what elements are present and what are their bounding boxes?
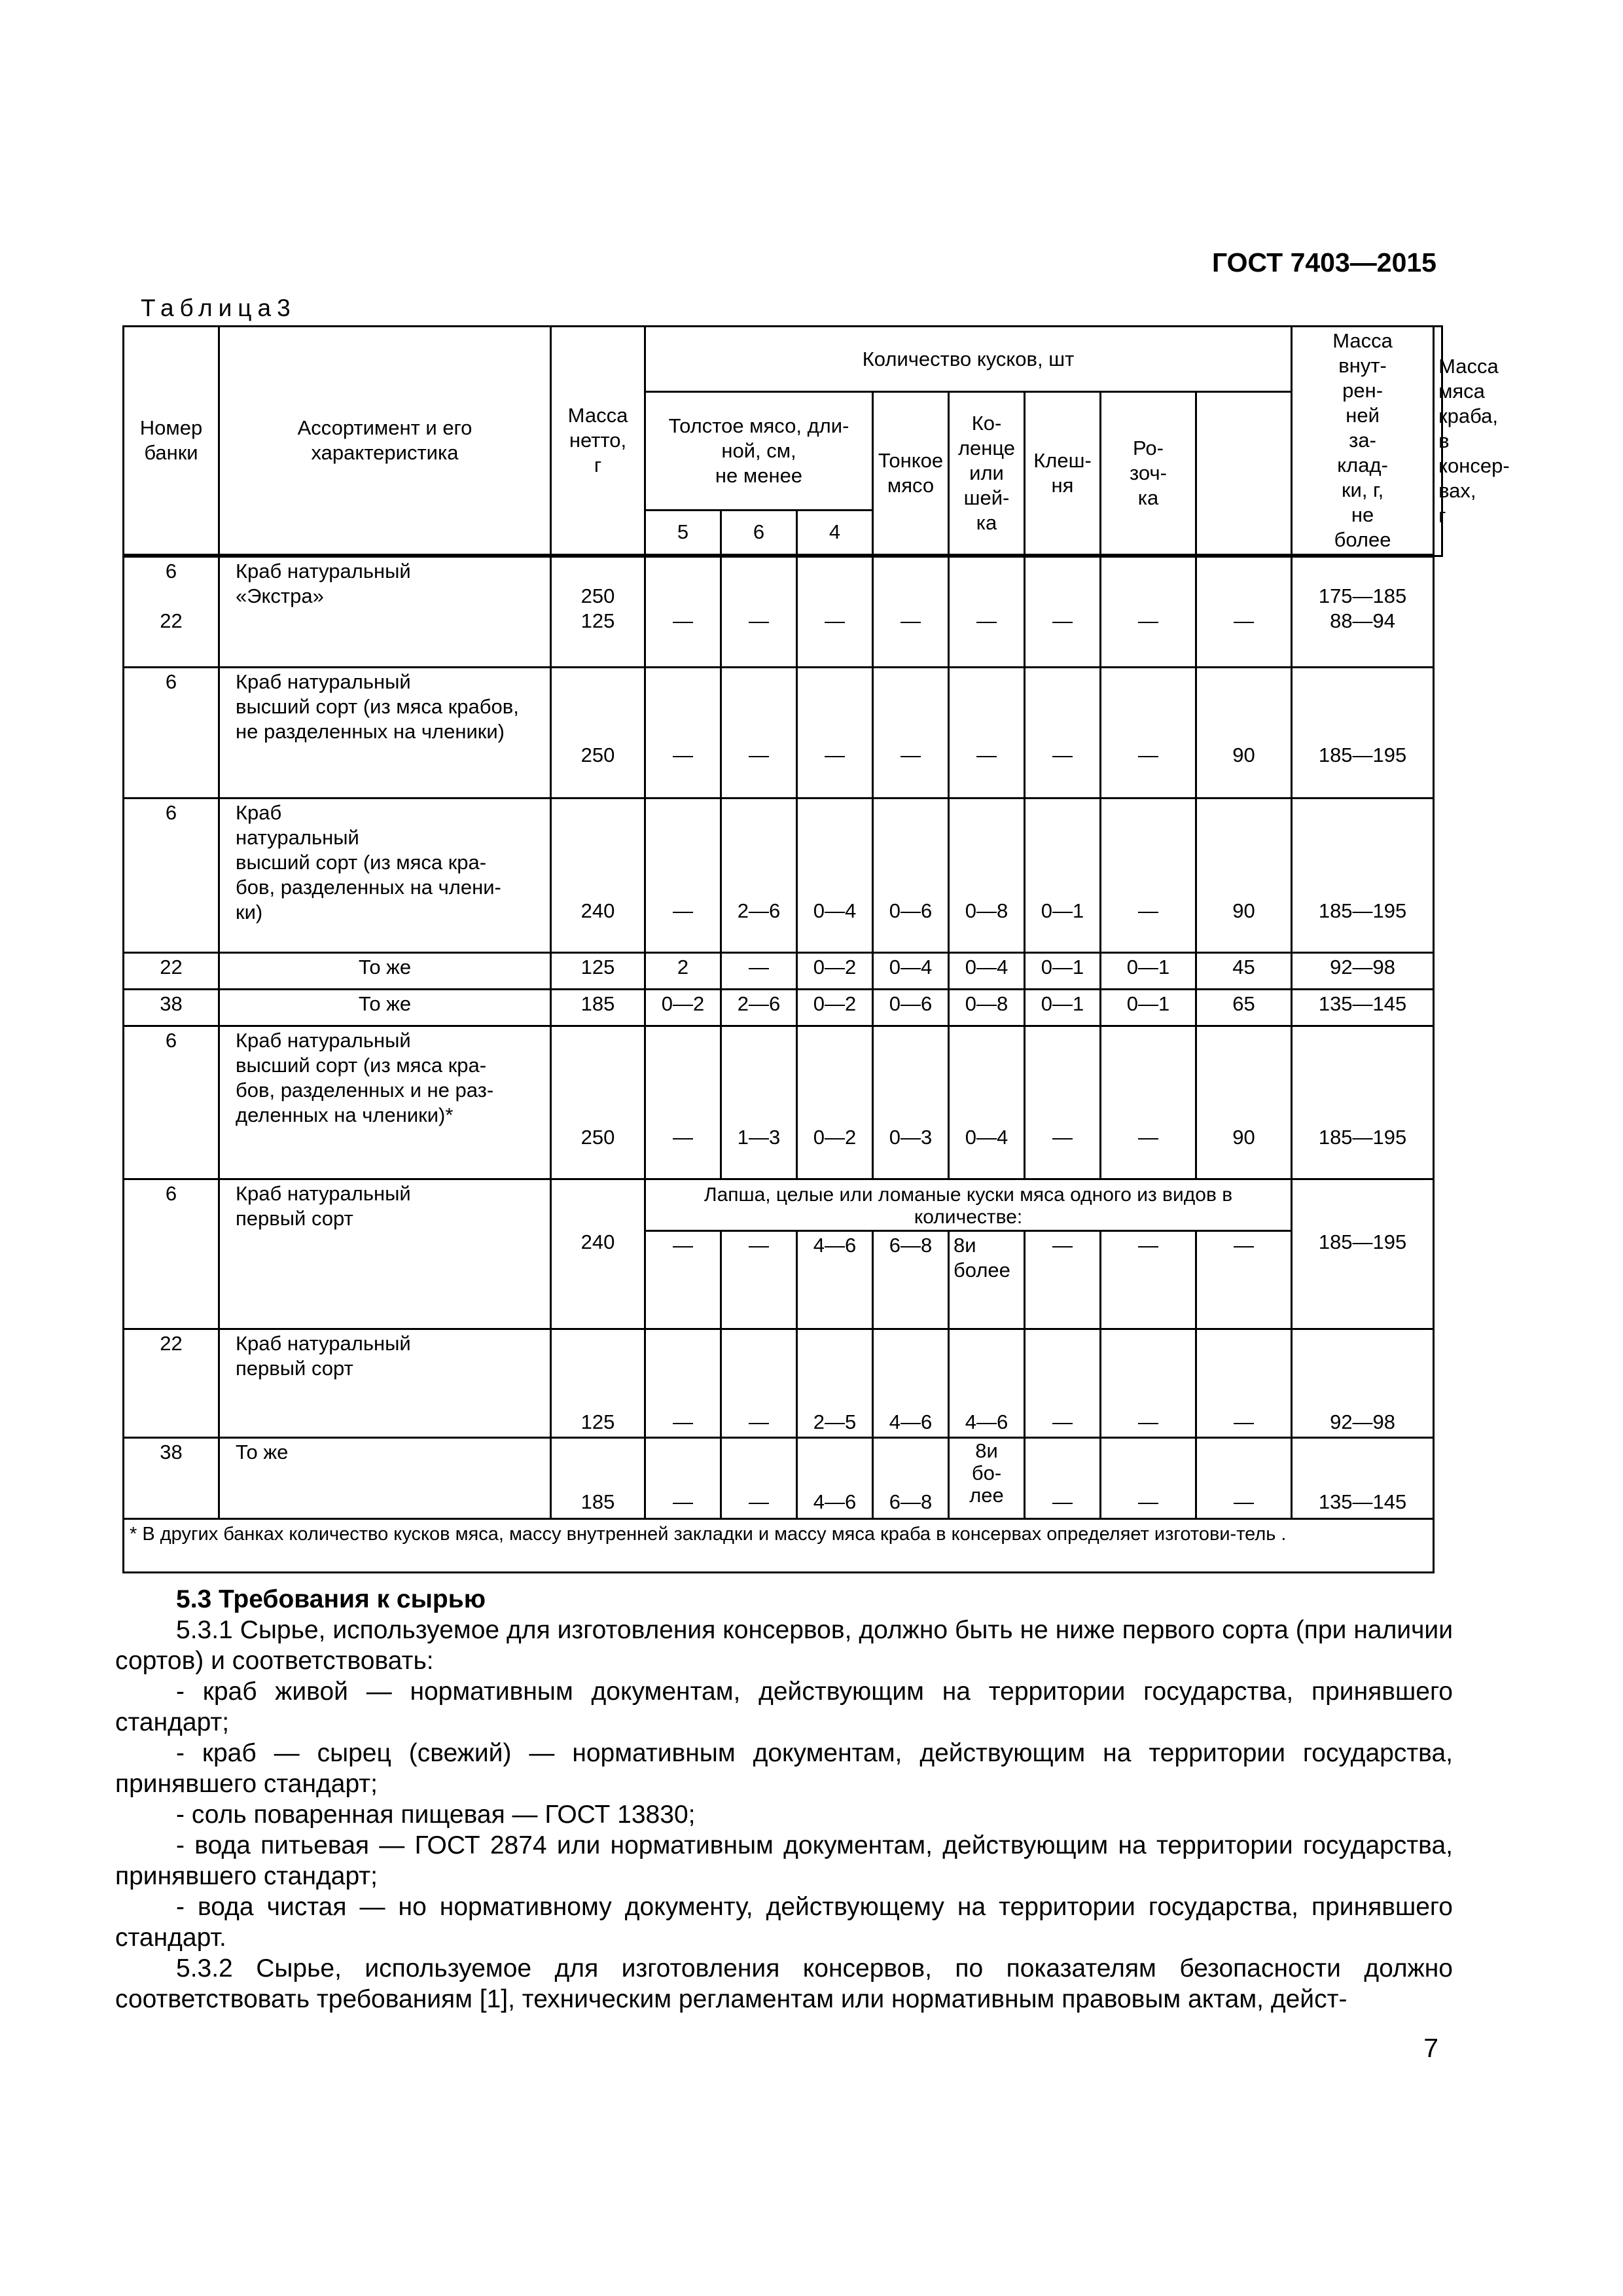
table-row xyxy=(124,952,1442,989)
cell-thin: 6—8 xyxy=(873,1437,949,1518)
cell-bank: 6 xyxy=(124,667,219,798)
table-row xyxy=(124,1026,1442,1179)
cell-len6: — xyxy=(721,952,797,989)
cell-len5: 2 xyxy=(645,952,721,989)
table-row xyxy=(124,667,1442,798)
cell-len6: — xyxy=(721,667,797,798)
cell-len5: — xyxy=(645,1329,721,1437)
cell-claw: 0—1 xyxy=(1025,952,1101,989)
cell-len4: 2—5 xyxy=(797,1329,873,1437)
table-row xyxy=(124,1329,1442,1437)
cell-thin: — xyxy=(873,556,949,667)
cell-assortment: Краб натуральный высший сорт (из мяса кра- бов, разделенных и не раз- деленных на членики)* xyxy=(219,1026,551,1179)
cell-bank: 38 xyxy=(124,989,219,1026)
cell-ring: 8и бо- лее xyxy=(949,1437,1025,1518)
cell-assortment: Краб натуральный высший сорт (из мяса крабов, не разделенных на членики) xyxy=(219,667,551,798)
cell-rose: — xyxy=(1101,1026,1196,1179)
header-thick-meat: Толстое мясо, дли- ной, см, не менее xyxy=(645,392,873,511)
cell-crab: 175—185 88—94 xyxy=(1292,556,1434,667)
cell-len5: — xyxy=(645,667,721,798)
cell-thin: — xyxy=(873,667,949,798)
cell-rose: — xyxy=(1101,1329,1196,1437)
table-row xyxy=(124,556,1442,667)
cell-len6: 1—3 xyxy=(721,1026,797,1179)
cell-inner: — xyxy=(1196,1329,1292,1437)
cell-rose: — xyxy=(1101,667,1196,798)
cell-crab: 185—195 xyxy=(1292,1179,1434,1329)
page-number: 7 xyxy=(1423,2033,1438,2063)
cell-assortment: Краб натуральный «Экстра» xyxy=(219,556,551,667)
header-assortment: Ассортимент и его характеристика xyxy=(219,327,551,556)
cell-rose: — xyxy=(1101,556,1196,667)
cell-ring: 0—4 xyxy=(949,1026,1025,1179)
cell-crab: 92—98 xyxy=(1292,952,1434,989)
cell-thin: 6—8 xyxy=(873,1230,949,1329)
cell-inner: 90 xyxy=(1196,1026,1292,1179)
list-item: - вода чистая — но нормативному документу, действующему на территории государства, принявшего стандарт. xyxy=(115,1893,1453,1952)
list-item: - краб — сырец (свежий) — нормативным документам, действующим на территории государства, принявшего стандарт; xyxy=(115,1739,1453,1798)
header-length-6: 6 xyxy=(721,510,797,556)
cell-len4: 0—2 xyxy=(797,989,873,1026)
table-row xyxy=(124,1437,1442,1518)
cell-rose: — xyxy=(1101,798,1196,952)
cell-thin: 0—6 xyxy=(873,989,949,1026)
cell-claw: 0—1 xyxy=(1025,798,1101,952)
header-length-4: 4 xyxy=(797,510,873,556)
cell-bank: 6 xyxy=(124,1026,219,1179)
cell-bank: 38 xyxy=(124,1437,219,1518)
cell-inner: 90 xyxy=(1196,798,1292,952)
document-header-id: ГОСТ 7403—2015 xyxy=(1211,247,1436,278)
cell-ring: 8и более xyxy=(949,1230,1025,1329)
cell-claw: — xyxy=(1025,1026,1101,1179)
cell-bank: 22 xyxy=(124,952,219,989)
list-item: - соль поваренная пищевая — ГОСТ 13830; xyxy=(176,1801,696,1829)
cell-len5: — xyxy=(645,1026,721,1179)
cell-assortment: Краб натуральный первый сорт xyxy=(219,1329,551,1437)
cell-mass: 240 xyxy=(551,1179,645,1329)
cell-len5: — xyxy=(645,1230,721,1329)
cell-thin: 0—3 xyxy=(873,1026,949,1179)
cell-bank: 22 xyxy=(124,1329,219,1437)
list-item: - вода питьевая — ГОСТ 2874 или нормативным документам, действующим на территории государства, принявшего стандарт; xyxy=(115,1831,1453,1890)
cell-len6: 2—6 xyxy=(721,989,797,1026)
table-row xyxy=(124,989,1442,1026)
cell-len5: 0—2 xyxy=(645,989,721,1026)
cell-inner: 45 xyxy=(1196,952,1292,989)
cell-assortment: Краб натуральный высший сорт (из мяса кра- бов, разделенных на члени- ки) xyxy=(219,798,551,952)
cell-claw: — xyxy=(1025,1329,1101,1437)
cell-rose: 0—1 xyxy=(1101,989,1196,1026)
cell-len4: — xyxy=(797,556,873,667)
section-title: 5.3 Требования к сырью xyxy=(176,1585,486,1613)
cell-rose: — xyxy=(1101,1230,1196,1329)
cell-thin: 0—6 xyxy=(873,798,949,952)
cell-assortment: То же xyxy=(219,989,551,1026)
cell-quantity-note: Лапша, целые или ломаные куски мяса одного из видов в количестве: xyxy=(645,1179,1292,1230)
header-crab-mass: Масса мяса краба, в консер- вах, г xyxy=(1434,327,1442,556)
header-bank-number: Номер банки xyxy=(124,327,219,556)
cell-claw: — xyxy=(1025,1437,1101,1518)
cell-assortment: То же xyxy=(219,1437,551,1518)
cell-inner: — xyxy=(1196,1437,1292,1518)
table-footnote: * В других банках количество кусков мяса, массу внутренней закладки и массу мяса краба в консервах определяет изготови-тель . xyxy=(124,1518,1434,1572)
cell-rose: 0—1 xyxy=(1101,952,1196,989)
cell-mass: 250 xyxy=(551,1026,645,1179)
cell-ring: 4—6 xyxy=(949,1329,1025,1437)
cell-ring: 0—8 xyxy=(949,989,1025,1026)
cell-len4: 0—2 xyxy=(797,952,873,989)
cell-len5: — xyxy=(645,556,721,667)
cell-len6: 2—6 xyxy=(721,798,797,952)
paragraph: 5.3.2 Сырье, используемое для изготовления консервов, по показателям безопасности должно соответствовать требованиям [1], техническим регламентам или нормативным правовым актам, дейст- xyxy=(115,1954,1453,2013)
table-row xyxy=(124,798,1442,952)
cell-thin: 4—6 xyxy=(873,1329,949,1437)
cell-crab: 135—145 xyxy=(1292,989,1434,1026)
header-thin-meat: Тонкое мясо xyxy=(873,392,949,556)
cell-ring: 0—4 xyxy=(949,952,1025,989)
list-item: - краб живой — нормативным документам, действующим на территории государства, принявшего стандарт; xyxy=(115,1677,1453,1736)
cell-len6: — xyxy=(721,556,797,667)
cell-len4: 4—6 xyxy=(797,1230,873,1329)
cell-len4: 0—4 xyxy=(797,798,873,952)
cell-mass: 185 xyxy=(551,1437,645,1518)
cell-mass: 185 xyxy=(551,989,645,1026)
cell-assortment: Краб натуральный первый сорт xyxy=(219,1179,551,1329)
cell-mass: 125 xyxy=(551,952,645,989)
cell-mass: 240 xyxy=(551,798,645,952)
header-pieces-count: Количество кусков, шт xyxy=(645,327,1292,392)
cell-claw: 0—1 xyxy=(1025,989,1101,1026)
cell-ring: — xyxy=(949,667,1025,798)
cell-len6: — xyxy=(721,1437,797,1518)
cell-thin: 0—4 xyxy=(873,952,949,989)
cell-len4: — xyxy=(797,667,873,798)
paragraph: 5.3.1 Сырье, используемое для изготовления консервов, должно быть не ниже первого сорта (при наличии сортов) и соответствовать: xyxy=(115,1616,1453,1675)
cell-ring: 0—8 xyxy=(949,798,1025,952)
cell-claw: — xyxy=(1025,556,1101,667)
header-rosette: Ро- зоч- ка xyxy=(1101,392,1196,556)
cell-len5: — xyxy=(645,1437,721,1518)
table-caption: Таблица3 xyxy=(141,295,296,321)
cell-len6: — xyxy=(721,1329,797,1437)
cell-assortment: То же xyxy=(219,952,551,989)
cell-ring: — xyxy=(949,556,1025,667)
header-inner-mass: Масса внут- рен- ней за- клад- ки, г, не более xyxy=(1292,327,1434,556)
cell-crab: 135—145 xyxy=(1292,1437,1434,1518)
cell-inner: — xyxy=(1196,1230,1292,1329)
cell-crab: 185—195 xyxy=(1292,667,1434,798)
cell-claw: — xyxy=(1025,667,1101,798)
header-claw: Клеш- ня xyxy=(1025,392,1101,556)
cell-len4: 4—6 xyxy=(797,1437,873,1518)
cell-len6: — xyxy=(721,1230,797,1329)
cell-len4: 0—2 xyxy=(797,1026,873,1179)
cell-claw: — xyxy=(1025,1230,1101,1329)
cell-len5: — xyxy=(645,798,721,952)
cell-inner: 65 xyxy=(1196,989,1292,1026)
cell-rose: — xyxy=(1101,1437,1196,1518)
cell-bank: 6 22 xyxy=(124,556,219,667)
header-length-5: 5 xyxy=(645,510,721,556)
cell-inner: 90 xyxy=(1196,667,1292,798)
cell-inner: — xyxy=(1196,556,1292,667)
cell-bank: 6 xyxy=(124,1179,219,1329)
cell-crab: 92—98 xyxy=(1292,1329,1434,1437)
table-row xyxy=(124,1179,1442,1230)
crab-meat-table xyxy=(122,325,1510,1573)
header-net-mass: Масса нетто, г xyxy=(551,327,645,556)
cell-bank: 6 xyxy=(124,798,219,952)
section-body xyxy=(115,1584,1453,2015)
header-ring-or-neck: Ко- ленце или шей- ка xyxy=(949,392,1025,556)
cell-mass: 250 xyxy=(551,667,645,798)
cell-crab: 185—195 xyxy=(1292,1026,1434,1179)
cell-mass: 125 xyxy=(551,1329,645,1437)
cell-mass: 250 125 xyxy=(551,556,645,667)
cell-crab: 185—195 xyxy=(1292,798,1434,952)
